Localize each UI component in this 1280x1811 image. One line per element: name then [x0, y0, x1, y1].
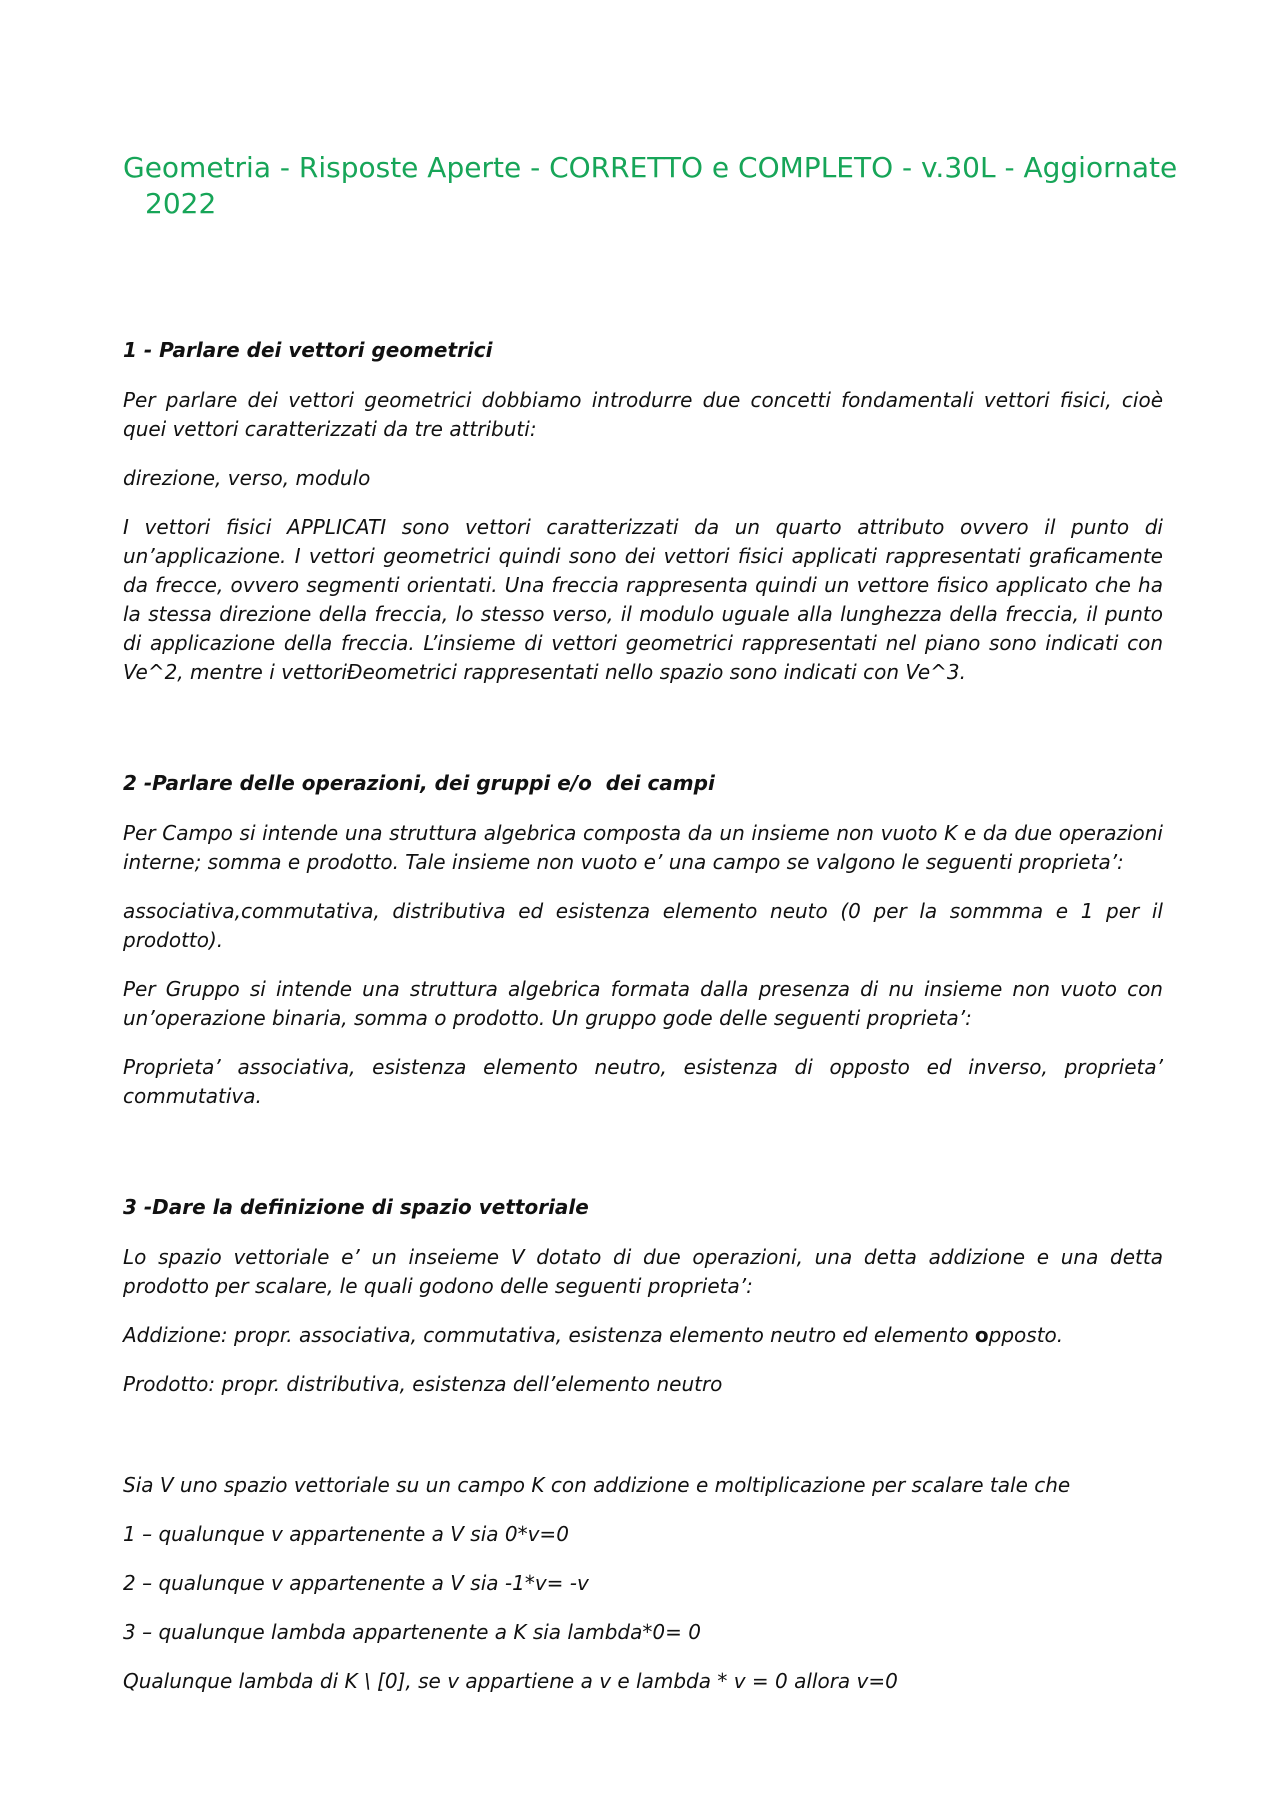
section-2-paragraph-3: Per Gruppo si intende una struttura algebrica formata dalla presenza di nu insieme non vuoto con un’operazione binaria, somma o prodotto. Un gruppo gode delle seguenti proprieta’:: [123, 977, 1163, 1030]
document-title: [123, 150, 1273, 222]
properties-intro: Sia V uno spazio vettoriale su un campo K con addizione e moltiplicazione per scalare tale che: [123, 1473, 1071, 1497]
title-line-2: 2022: [145, 187, 217, 220]
section-3-product: Prodotto: propr. distributiva, esistenza dell’elemento neutro: [123, 1372, 723, 1396]
addition-text-before: Addizione: propr. associativa, commutativa, esistenza elemento neutro ed elemento: [123, 1323, 975, 1347]
title-line-1: Geometria - Risposte Aperte - CORRETTO e COMPLETO - v.30L - Aggiornate: [123, 151, 1178, 184]
section-1-paragraph-1: Per parlare dei vettori geometrici dobbiamo introdurre due concetti fondamentali vettori fisici, cioè quei vettori caratterizzati da tre attributi:: [123, 388, 1163, 441]
section-spacer: [123, 707, 1163, 769]
section-1: [123, 336, 1163, 687]
section-3-addition: [123, 1321, 1163, 1350]
section-spacer: [123, 1131, 1163, 1193]
addition-text-after: pposto.: [988, 1323, 1064, 1347]
addition-bold-letter: o: [974, 1323, 989, 1347]
document-body: [123, 336, 1163, 1716]
section-1-heading: 1 - Parlare dei vettori geometrici: [123, 338, 493, 362]
section-3-paragraph-1: Lo spazio vettoriale e’ un inseieme V dotato di due operazioni, una detta addizione e una detta prodotto per scalare, le quali godono delle seguenti proprieta’:: [123, 1245, 1163, 1298]
section-2: [123, 769, 1163, 1111]
property-4: Qualunque lambda di K \ [0], se v appartiene a v e lambda * v = 0 allora v=0: [123, 1669, 898, 1693]
section-2-paragraph-2: associativa,commutativa, distributiva ed esistenza elemento neuto (0 per la sommma e 1 per il prodotto).: [123, 899, 1163, 952]
section-2-paragraph-4: Proprieta’ associativa, esistenza elemento neutro, esistenza di opposto ed inverso, proprieta’ commutativa.: [123, 1055, 1163, 1108]
property-3: 3 – qualunque lambda appartenente a K sia lambda*0= 0: [123, 1620, 701, 1644]
section-2-heading: 2 -Parlare delle operazioni, dei gruppi e/o dei campi: [123, 771, 715, 795]
section-2-paragraph-1: Per Campo si intende una struttura algebrica composta da un insieme non vuoto K e da due operazioni interne; somma e prodotto. Tale insieme non vuoto e’ una campo se valgono le seguenti proprieta’:: [123, 821, 1163, 874]
section-1-paragraph-2: direzione, verso, modulo: [123, 466, 371, 490]
section-3-heading: 3 -Dare la definizione di spazio vettoriale: [123, 1195, 589, 1219]
property-1: 1 – qualunque v appartenente a V sia 0*v=0: [123, 1522, 569, 1546]
section-1-paragraph-3: I vettori fisici APPLICATI sono vettori caratterizzati da un quarto attributo ovvero il punto di un’applicazione. I vettori geometrici quindi sono dei vettori fisici applicati rappresentati graficamente da frecce, ovvero segmenti orientati. Una freccia rappresenta quindi un vettore fisico applicato che ha la stessa direzione della freccia, lo stesso verso, il modulo uguale alla lunghezza della freccia, il punto di applicazione della freccia. L’insieme di vettori geometrici rappresentati nel piano sono indicati con Ve^2, mentre i vettoriĐeometrici rappresentati nello spazio sono indicati con Ve^3.: [123, 515, 1163, 684]
section-3: [123, 1193, 1163, 1696]
paragraph-spacer: [123, 1419, 1163, 1471]
property-2: 2 – qualunque v appartenente a V sia -1*v= -v: [123, 1571, 589, 1595]
